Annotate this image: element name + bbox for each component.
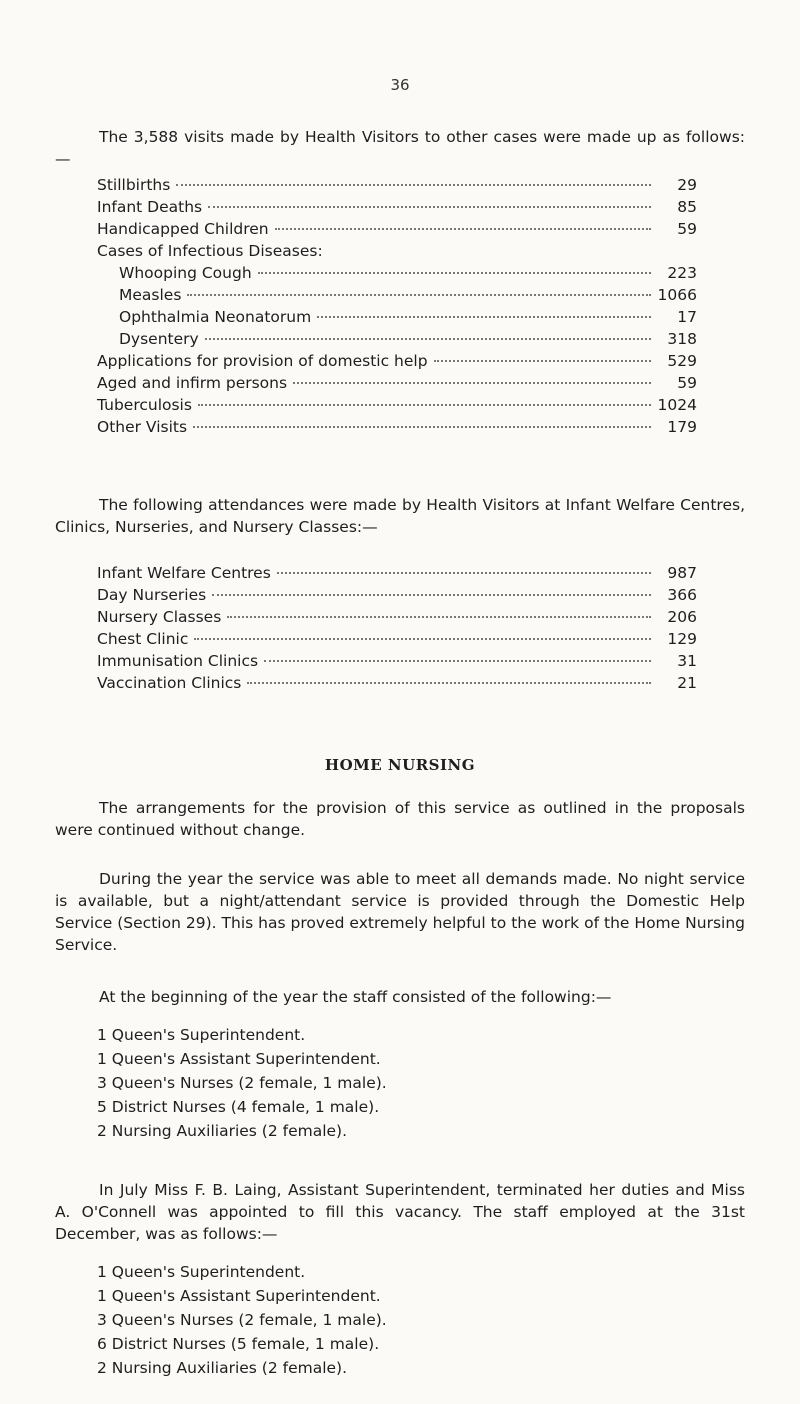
staff-item: 1 Queen's Superintendent. xyxy=(97,1026,306,1044)
list-item xyxy=(97,396,697,418)
list-item xyxy=(97,564,697,586)
item-label: Day Nurseries xyxy=(97,586,207,604)
dot-leader xyxy=(247,682,651,684)
item-value: 1024 xyxy=(657,396,697,414)
item-value: 29 xyxy=(677,176,697,194)
item-value: 59 xyxy=(677,374,697,392)
staff-item: 5 District Nurses (4 female, 1 male). xyxy=(97,1098,380,1116)
list-item xyxy=(97,352,697,374)
item-value: 85 xyxy=(677,198,697,216)
item-label: Aged and infirm persons xyxy=(97,374,288,392)
item-value: 366 xyxy=(667,586,697,604)
list-item xyxy=(97,374,697,396)
item-value: 17 xyxy=(677,308,697,326)
list-item xyxy=(97,630,697,652)
list-item xyxy=(97,286,697,308)
item-label: Other Visits xyxy=(97,418,188,436)
item-value: 987 xyxy=(667,564,697,582)
item-label: Applications for provision of domestic help xyxy=(97,352,428,370)
attendances-list xyxy=(97,564,697,696)
item-value: 59 xyxy=(677,220,697,238)
staff-list-end xyxy=(97,1260,597,1380)
visits-list xyxy=(97,176,697,440)
item-value: 179 xyxy=(667,418,697,436)
staff-item: 6 District Nurses (5 female, 1 male). xyxy=(97,1335,380,1353)
list-item xyxy=(97,652,697,674)
item-label: Tuberculosis xyxy=(97,396,192,414)
attendances-intro: The following attendances were made by Health Visitors at Infant Welfare Centres, Clinics, Nurseries, and Nursery Classes:— xyxy=(55,496,745,536)
dot-leader xyxy=(193,426,651,428)
item-label: Nursery Classes xyxy=(97,608,222,626)
home-nursing-para-1: The arrangements for the provision of this service as outlined in the proposals were continued without change. xyxy=(55,799,745,839)
list-item xyxy=(97,176,697,198)
item-label: Dysentery xyxy=(119,330,199,348)
item-value: 206 xyxy=(667,608,697,626)
dot-leader xyxy=(317,316,651,318)
dot-leader xyxy=(293,382,651,384)
item-label: Immunisation Clinics xyxy=(97,652,259,670)
item-value: 1066 xyxy=(657,286,697,304)
item-label: Cases of Infectious Diseases: xyxy=(97,242,323,260)
staff-item: 3 Queen's Nurses (2 female, 1 male). xyxy=(97,1074,387,1092)
list-item xyxy=(97,308,697,330)
staff-item: 1 Queen's Assistant Superintendent. xyxy=(97,1050,381,1068)
dot-leader xyxy=(277,572,651,574)
dot-leader xyxy=(198,404,651,406)
intro-paragraph: The 3,588 visits made by Health Visitors to other cases were made up as follows:— xyxy=(55,128,745,168)
staff-item: 2 Nursing Auxiliaries (2 female). xyxy=(97,1359,348,1377)
item-label: Handicapped Children xyxy=(97,220,269,238)
staff-list-start xyxy=(97,1023,597,1143)
dot-leader xyxy=(187,294,651,296)
staff-item: 2 Nursing Auxiliaries (2 female). xyxy=(97,1122,348,1140)
item-label: Infant Deaths xyxy=(97,198,203,216)
item-value: 223 xyxy=(667,264,697,282)
dot-leader xyxy=(176,184,651,186)
list-item xyxy=(97,608,697,630)
item-label: Chest Clinic xyxy=(97,630,189,648)
item-value: 31 xyxy=(677,652,697,670)
item-label: Vaccination Clinics xyxy=(97,674,242,692)
dot-leader xyxy=(205,338,651,340)
list-item xyxy=(97,330,697,352)
dot-leader xyxy=(194,638,651,640)
list-item xyxy=(97,242,697,264)
list-item xyxy=(97,674,697,696)
dot-leader xyxy=(212,594,651,596)
list-item xyxy=(97,264,697,286)
dot-leader xyxy=(208,206,651,208)
dot-leader xyxy=(258,272,651,274)
item-value: 318 xyxy=(667,330,697,348)
dot-leader xyxy=(275,228,651,230)
dot-leader xyxy=(264,660,651,662)
home-nursing-para-4: In July Miss F. B. Laing, Assistant Superintendent, terminated her duties and Miss A. O'Connell was appointed to fill this vacancy. The staff employed at the 31st December, was as follows:— xyxy=(55,1181,745,1243)
staff-item: 1 Queen's Superintendent. xyxy=(97,1263,306,1281)
item-label: Infant Welfare Centres xyxy=(97,564,271,582)
item-label: Stillbirths xyxy=(97,176,171,194)
item-value: 129 xyxy=(667,630,697,648)
item-label: Whooping Cough xyxy=(119,264,252,282)
dot-leader xyxy=(434,360,651,362)
item-value: 21 xyxy=(677,674,697,692)
list-item xyxy=(97,198,697,220)
staff-item: 3 Queen's Nurses (2 female, 1 male). xyxy=(97,1311,387,1329)
page-number: 36 xyxy=(390,76,410,94)
list-item xyxy=(97,586,697,608)
item-value: 529 xyxy=(667,352,697,370)
list-item xyxy=(97,220,697,242)
section-heading: HOME NURSING xyxy=(324,756,476,774)
list-item xyxy=(97,418,697,440)
item-label: Ophthalmia Neonatorum xyxy=(119,308,312,326)
staff-item: 1 Queen's Assistant Superintendent. xyxy=(97,1287,381,1305)
home-nursing-para-3: At the beginning of the year the staff consisted of the following:— xyxy=(99,988,612,1006)
home-nursing-para-2: During the year the service was able to meet all demands made. No night service is available, but a night/attendant service is provided through the Domestic Help Service (Section 29). This has proved extremely helpful to the work of the Home Nursing Service. xyxy=(55,870,745,954)
item-label: Measles xyxy=(119,286,182,304)
dot-leader xyxy=(227,616,651,618)
